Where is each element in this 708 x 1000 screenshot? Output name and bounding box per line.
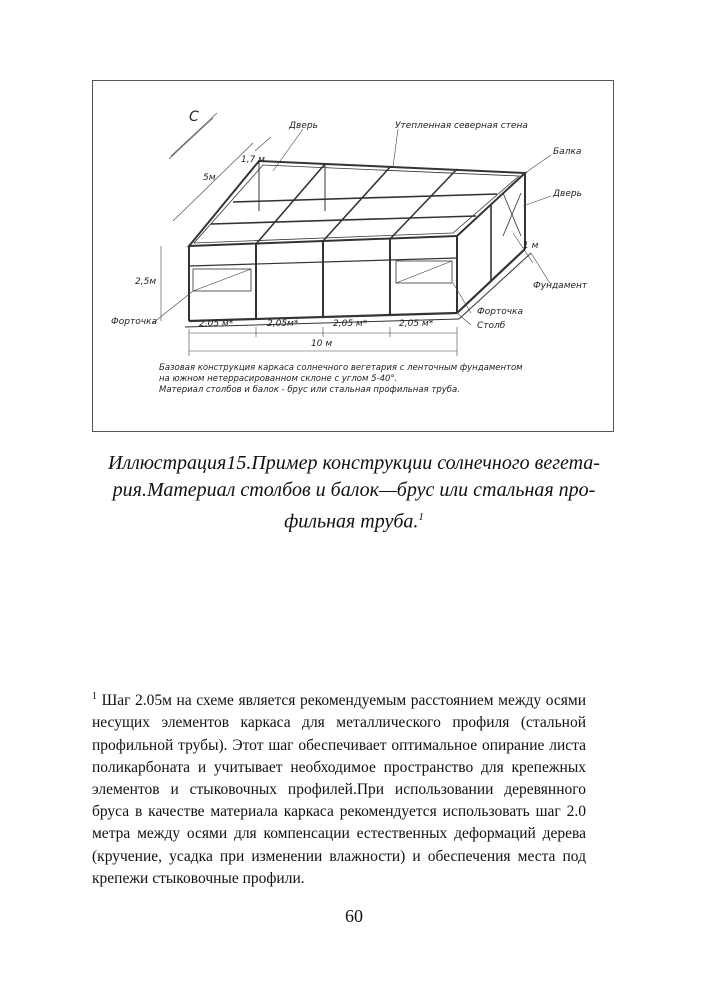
footnote-text: Шаг 2.05м на схеме является рекомендуемым расстоянием между осями несущих элементов каркаса для металлического профиля (стальной профильной трубы). Этот шаг обеспечивает оптимальное опирание листа поликарбоната и учитывает необходимое пространство для крепежных элементов и стыковочных профилей.При использовании деревянного бруса в качестве материала каркаса рекомендуется использовать шаг 2.0 метра между осями для компенсации естественных деформаций дерева (кручение, усадка при изменении влажности) и обеспечения места под крепежи стыковочные профили. (92, 692, 586, 887)
caption-line: Иллюстрация15.Пример конструкции солнечного вегета- (108, 452, 600, 474)
caption-line: рия.Материал столбов и балок—брус или стальная про- (112, 479, 596, 501)
label-total: 10 м (311, 339, 333, 349)
caption-line (100, 504, 608, 536)
label-north: С (189, 109, 199, 125)
label-dim-1m: 1 м (523, 241, 539, 251)
label-span-1: 2,05 м* (199, 319, 234, 329)
label-door-top: Дверь (289, 121, 318, 131)
figure-frame (92, 80, 614, 432)
label-north-wall: Утепленная северная стена (395, 121, 528, 131)
label-span-4: 2,05 м* (399, 319, 434, 329)
label-post: Столб (477, 321, 506, 331)
note-line: на южном нетеррасированном склоне с углом 5-40°. (159, 374, 398, 384)
figure-note (159, 363, 523, 396)
figure-caption (100, 450, 608, 536)
label-dim-17m: 1,7 м (241, 155, 265, 165)
footnote-mark: 1 (92, 691, 97, 702)
label-vent-left: Форточка (111, 317, 157, 327)
label-dim-5m: 5м (203, 173, 216, 183)
label-foundation: Фундамент (533, 281, 588, 291)
footnote-ref: 1 (418, 511, 424, 523)
label-span-3: 2,05 м* (333, 319, 368, 329)
label-span-2: 2,05м* (267, 319, 299, 329)
label-dim-25m: 2,5м (135, 277, 157, 287)
note-line: Базовая конструкция каркаса солнечного вегетария с ленточным фундаментом (159, 363, 523, 373)
page-number: 60 (345, 906, 363, 926)
footnote (92, 686, 586, 890)
caption-line-text: фильная труба. (284, 510, 419, 533)
note-line: Материал столбов и балок - брус или стальная профильная труба. (159, 385, 460, 395)
label-vent-right: Форточка (477, 307, 523, 317)
label-door-right: Дверь (553, 189, 582, 199)
label-beam: Балка (553, 147, 582, 157)
